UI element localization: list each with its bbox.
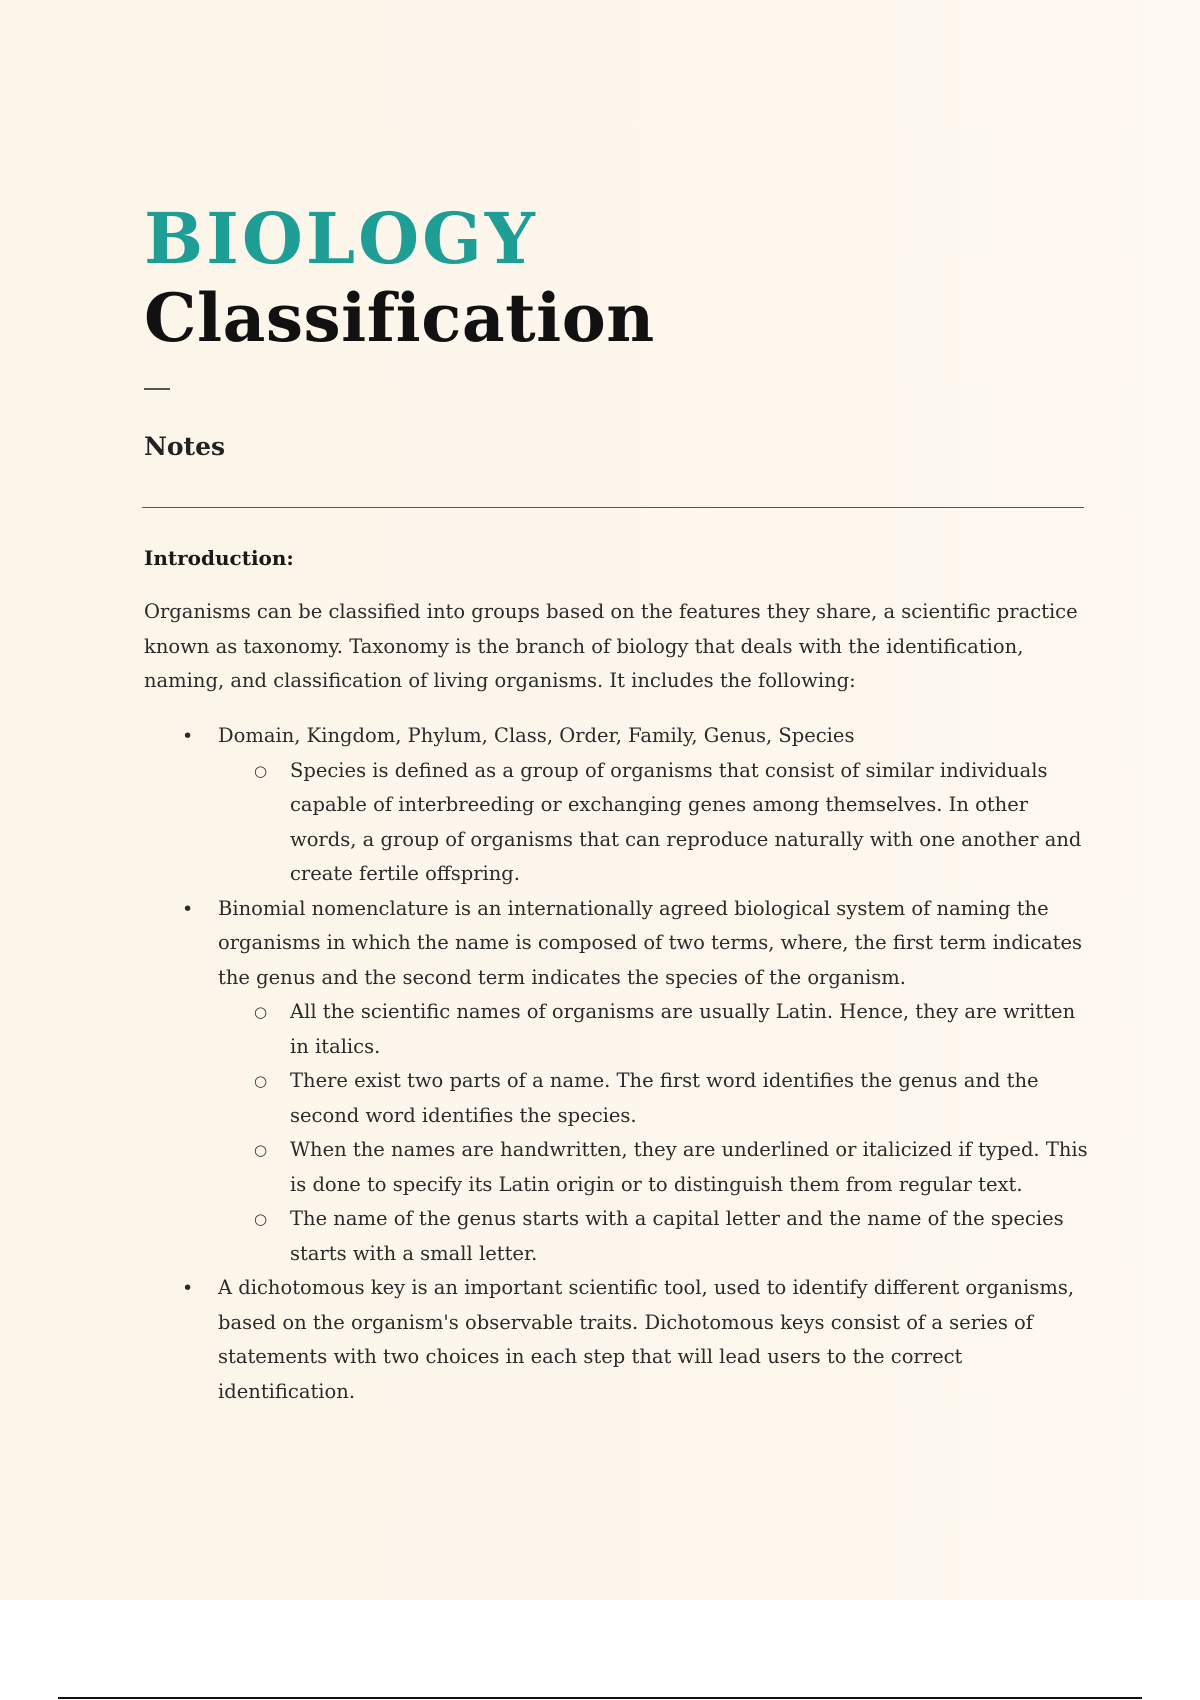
- list-item: [144, 892, 1094, 996]
- sub-list-item: [144, 1064, 1094, 1133]
- section-label: Notes: [144, 432, 226, 461]
- sub-list-item: [144, 1202, 1094, 1271]
- intro-paragraph: Organisms can be classified into groups based on the features they share, a scientific practice known as taxonomy. Taxonomy is the branch of biology that deals with the identification, naming, and classification of living organisms. It includes the following:: [144, 600, 1078, 692]
- sub-list-item: [144, 1133, 1094, 1202]
- subject-title: BIOLOGY: [144, 197, 538, 280]
- section-divider: [142, 507, 1084, 508]
- list-item: [144, 719, 1094, 754]
- hollow-bullet-icon: ○: [254, 1210, 268, 1228]
- title-dash-divider: [144, 388, 170, 390]
- list-item-text: A dichotomous key is an important scientific tool, used to identify different organisms, based on the organism's observable traits. Dichotomous keys consist of a series of statements with two choices in each step that will lead users to the correct identification.: [218, 1276, 1075, 1403]
- hollow-bullet-icon: ○: [254, 1141, 268, 1159]
- sub-list-item-text: When the names are handwritten, they are underlined or italicized if typed. This is done to specify its Latin origin or to distinguish them from regular text.: [290, 1138, 1088, 1196]
- footer-rule: [58, 1697, 1142, 1699]
- bullet-icon: •: [182, 897, 194, 920]
- title-block: [144, 197, 1084, 462]
- hollow-bullet-icon: ○: [254, 1003, 268, 1021]
- bullet-icon: •: [182, 1277, 194, 1299]
- hollow-bullet-icon: ○: [254, 761, 268, 780]
- intro-heading: Introduction:: [144, 546, 294, 570]
- hollow-bullet-icon: ○: [254, 1072, 268, 1090]
- sub-list-item: [144, 754, 1094, 892]
- sub-list-item-text: All the scientific names of organisms are usually Latin. Hence, they are written in italics.: [290, 1000, 1076, 1058]
- list-item: [144, 1271, 1094, 1409]
- list-item-text: Domain, Kingdom, Phylum, Class, Order, Family, Genus, Species: [218, 724, 855, 747]
- sub-list-item: [144, 995, 1094, 1064]
- sub-list-item-text: Species is defined as a group of organisms that consist of similar individuals capable of interbreeding or exchanging genes among themselves. In other words, a group of organisms that can reproduce naturally with one another and create fertile offspring.: [290, 758, 1082, 885]
- bullet-icon: •: [182, 725, 194, 747]
- list-item-text: Binomial nomenclature is an internationally agreed biological system of naming the organisms in which the name is composed of two terms, where, the first term indicates the genus and the second term indicates the species of the organism.: [218, 896, 1083, 989]
- topic-title: Classification: [144, 279, 655, 357]
- sub-list-item-text: There exist two parts of a name. The first word identifies the genus and the second word identifies the species.: [290, 1069, 1039, 1127]
- sub-list-item-text: The name of the genus starts with a capital letter and the name of the species starts with a small letter.: [290, 1207, 1064, 1265]
- notes-list: [144, 719, 1094, 1409]
